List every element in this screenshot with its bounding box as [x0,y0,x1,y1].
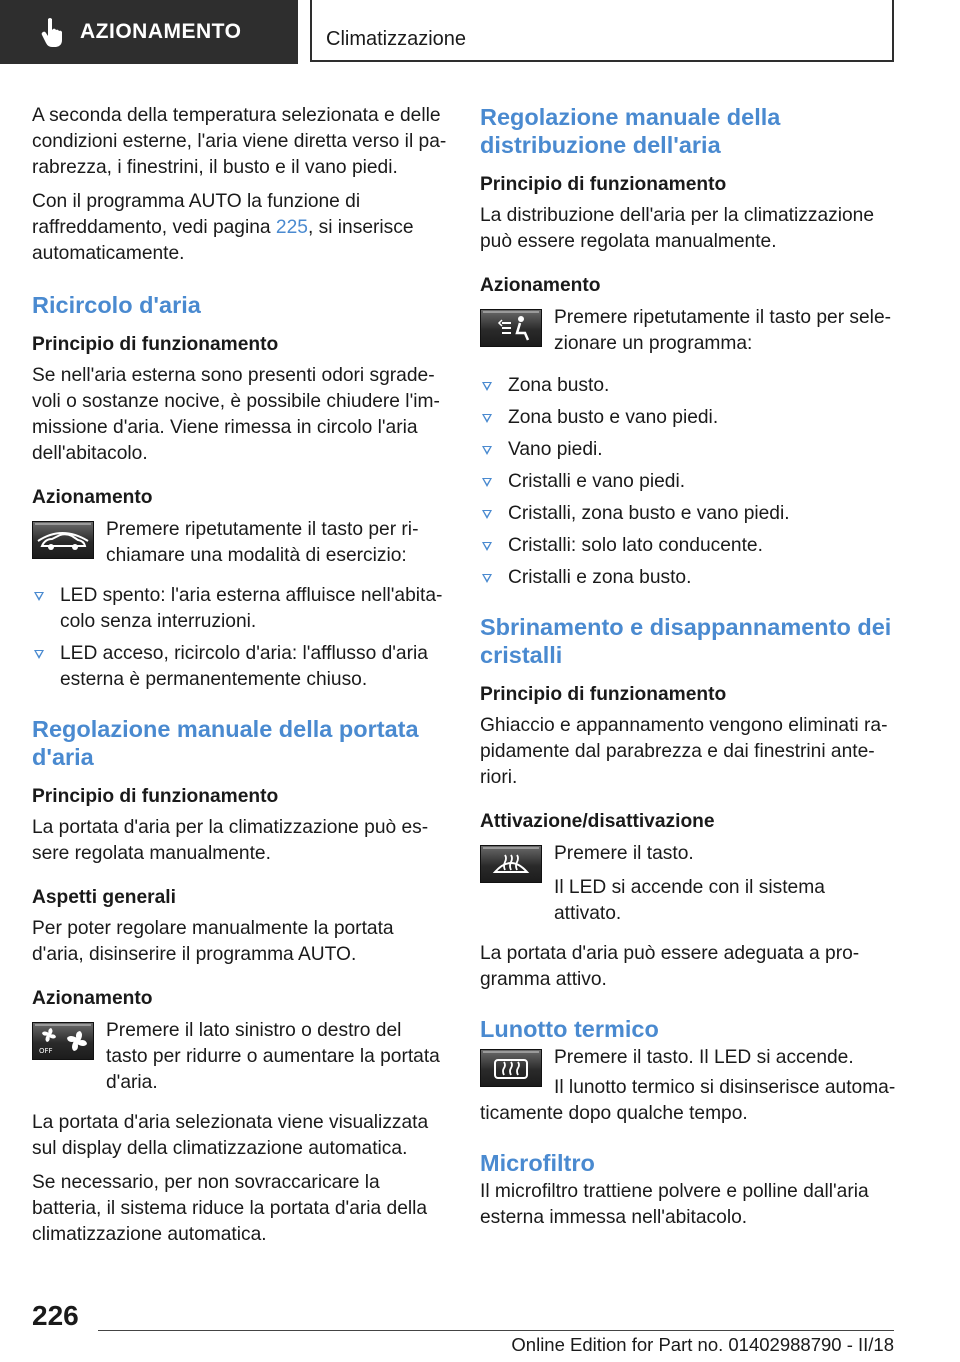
triangle-bullet-icon [482,542,492,551]
triangle-bullet-icon [34,650,44,659]
ricircolo-operation-heading: Azionamento [32,487,153,508]
portata-principle-text: La portata d'aria per la climatizzazione può essere regolata manualmente. [32,817,429,864]
rear-window-defrost-icon [481,1050,541,1086]
intro-paragraph: A seconda della temperatura selezionata e delle condizioni esterne, l'aria viene diretta verso il parabrezza, i finestrini, il busto e il vano piedi. [32,105,447,178]
ricircolo-principle-heading: Principio di funzionamento [32,334,279,355]
portata-operation [32,1018,448,1096]
recirculation-button [32,521,94,559]
left-column [32,103,448,1248]
lunotto-heading: Lunotto termico [480,1016,659,1042]
hand-pointer-icon [40,17,66,47]
section-tab [0,0,298,64]
windshield-defrost-icon [481,846,541,882]
sbrinamento-heading: Sbrinamento e disappannamento dei cristalli [480,614,892,668]
list-item: Zona busto. [480,373,896,399]
distribuzione-operation [480,305,896,357]
list-item: Cristalli: solo lato conducente. [480,533,896,559]
microfiltro-heading: Microfiltro [480,1150,595,1176]
ricircolo-operation-text: Premere ripetutamente il tasto per richiamare una modalità di esercizio: [106,519,419,566]
triangle-bullet-icon [482,478,492,487]
portata-display-text: La portata d'aria selezionata viene visualizzata sul display della climatizzazione automatica. [32,1112,429,1159]
distribuzione-principle-text: La distribuzione dell'aria per la climatizzazione può essere regolata manualmente. [480,205,875,252]
portata-operation-text: Premere il lato sinistro o destro del tasto per ridurre o aumentare la portata d'aria. [106,1020,440,1093]
off-label: OFF [39,1047,53,1055]
portata-battery-text: Se necessario, per non sovraccaricare la batteria, il sistema riduce la portata d'aria della climatizzazione automatica. [32,1172,428,1245]
right-column [480,103,896,1231]
sbrinamento-after-text: La portata d'aria può essere adeguata a programma attivo. [480,943,860,990]
distribuzione-list [480,373,896,591]
ricircolo-principle-text: Se nell'aria esterna sono presenti odori sgradevoli o sostanze nocive, è possibile chiudere l'immissione d'aria. Viene rimessa in circolo l'aria dell'abitacolo. [32,365,440,464]
portata-general-text: Per poter regolare manualmente la portata d'aria, disinserire il programma AUTO. [32,918,394,965]
distribuzione-operation-text: Premere ripetutamente il tasto per selezionare un programma: [554,307,892,354]
distribuzione-operation-heading: Azionamento [480,275,601,296]
lunotto-text1: Premere il tasto. Il LED si accende. [554,1047,854,1068]
sbrinamento-operation-heading: Attivazione/disattivazione [480,811,715,832]
portata-general-heading: Aspetti generali [32,887,176,908]
footer-divider [98,1330,894,1331]
chapter-box [310,0,894,62]
section-title: AZIONAMENTO [80,20,242,43]
rear-window-defrost-button [480,1049,542,1087]
list-item: Cristalli, zona busto e vano piedi. [480,501,896,527]
sbrinamento-operation-text2: Il LED si accende con il sistema attivato. [554,877,825,924]
recirculation-car-icon [33,522,93,558]
fan-speed-button [32,1022,94,1060]
triangle-bullet-icon [482,510,492,519]
ricircolo-operation [32,517,448,569]
list-item: Vano piedi. [480,437,896,463]
ricircolo-list [32,583,448,693]
page-link-225[interactable]: 225 [275,217,308,238]
list-item: LED spento: l'aria esterna affluisce nell'abitacolo senza interruzioni. [32,583,448,635]
sbrinamento-principle-text: Ghiaccio e appannamento vengono eliminati rapidamente dal parabrezza e dai finestrini anteriori. [480,715,888,788]
portata-operation-heading: Azionamento [32,988,153,1009]
distribuzione-principle-heading: Principio di funzionamento [480,174,727,195]
page-footer [0,1300,960,1362]
windshield-defrost-button [480,845,542,883]
auto-paragraph: Con il programma AUTO la funzione di raffreddamento, vedi pagina 225, si inserisce automaticamente. [32,191,414,264]
list-item: LED acceso, ricircolo d'aria: l'afflusso d'aria esterna è permanentemente chiuso. [32,641,448,693]
edition-text: Online Edition for Part no. 01402988790 - II/18 [511,1334,894,1355]
triangle-bullet-icon [482,382,492,391]
portata-heading: Regolazione manuale della portata d'aria [32,716,419,770]
page-number: 226 [32,1300,79,1331]
portata-principle-heading: Principio di funzionamento [32,786,279,807]
distribuzione-heading: Regolazione manuale della distribuzione dell'aria [480,104,781,158]
page-header [0,0,960,66]
list-item: Cristalli e zona busto. [480,565,896,591]
triangle-bullet-icon [482,574,492,583]
ricircolo-heading: Ricircolo d'aria [32,292,201,318]
triangle-bullet-icon [482,414,492,423]
air-distribution-icon [481,310,541,346]
microfiltro-text: Il microfiltro trattiene polvere e polline dall'aria esterna immessa nell'abitacolo. [480,1181,869,1228]
lunotto-text2: Il lunotto termico si disinserisce automaticamente dopo qualche tempo. [480,1077,896,1124]
sbrinamento-principle-heading: Principio di funzionamento [480,684,727,705]
triangle-bullet-icon [482,446,492,455]
chapter-title: Climatizzazione [326,28,467,50]
fan-icon [33,1023,93,1059]
triangle-bullet-icon [34,592,44,601]
list-item: Zona busto e vano piedi. [480,405,896,431]
sbrinamento-operation-text1: Premere il tasto. [554,843,694,864]
list-item: Cristalli e vano piedi. [480,469,896,495]
air-distribution-button [480,309,542,347]
sbrinamento-operation [480,841,896,927]
